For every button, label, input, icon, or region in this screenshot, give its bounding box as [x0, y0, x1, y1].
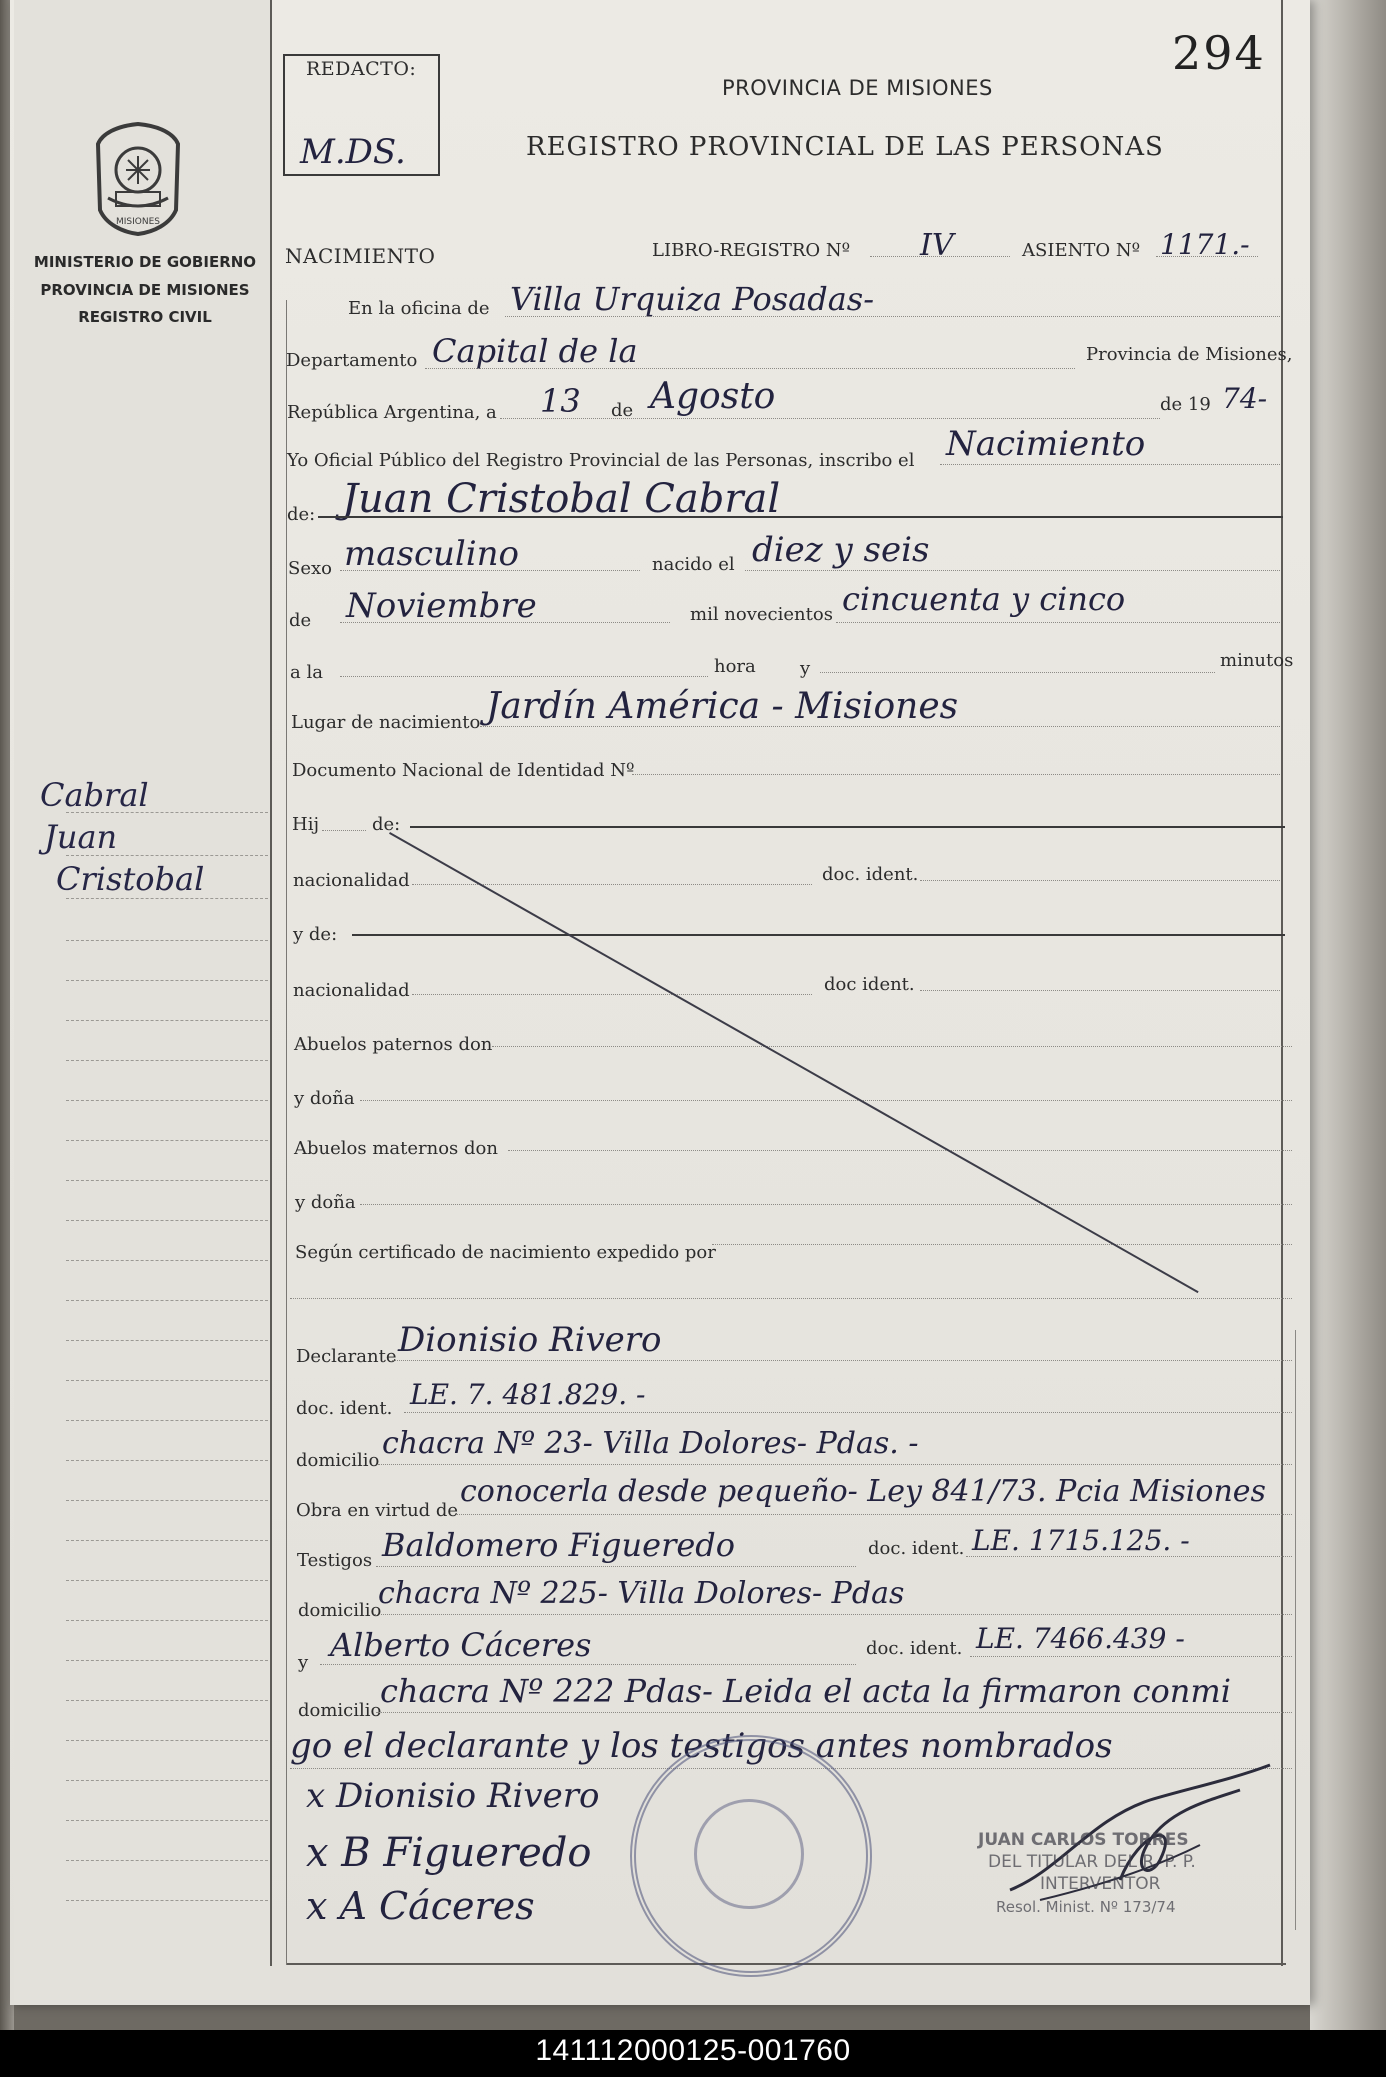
padre-line [410, 826, 1285, 828]
stub-surname: Cabral [40, 776, 149, 814]
oficina-value: Villa Urquiza Posadas- [510, 280, 874, 318]
frame-inner-left [286, 300, 287, 1965]
stub-line [66, 1300, 268, 1301]
stub-ministry: MINISTERIO DE GOBIERNO [33, 253, 257, 271]
anio-nac-line [836, 622, 1280, 623]
stub-line [66, 1340, 268, 1341]
doc-t2-line [970, 1656, 1292, 1657]
departamento-line [425, 368, 1075, 369]
stub-line [66, 1660, 268, 1661]
nacionalidad2-label: nacionalidad [293, 980, 410, 1001]
signature-testigo2: x A Cáceres [306, 1884, 535, 1928]
domicilio-label: domicilio [296, 1450, 380, 1471]
de-label: de [611, 400, 634, 421]
stub-registry: REGISTRO CIVIL [78, 308, 212, 326]
official-stamp [630, 1735, 872, 1977]
stub-line [66, 1700, 268, 1701]
y-de-label: y de: [293, 924, 338, 945]
republica-label: República Argentina, a [287, 402, 497, 423]
domicilio2-label: domicilio [298, 1600, 382, 1621]
seal-text: MISIONES [115, 217, 161, 227]
sexo-value: masculino [344, 534, 520, 574]
stub-line [66, 898, 268, 899]
nacido-line [745, 570, 1280, 571]
redacto-value: M.DS. [300, 132, 406, 172]
y-dona-label: y doña [294, 1088, 355, 1109]
y-dona-line [360, 1100, 1292, 1101]
obra-line [456, 1514, 1292, 1515]
closing-value: go el declarante y los testigos antes nombrados [290, 1726, 1113, 1766]
dni-label: Documento Nacional de Identidad Nº [292, 760, 635, 781]
stub-line [66, 1180, 268, 1181]
a-la-label: a la [290, 662, 323, 683]
stub-middle-name: Cristobal [56, 860, 205, 898]
domicilio3-line [376, 1712, 1292, 1713]
stub-first-name: Juan [44, 818, 118, 856]
testigo1-line [376, 1566, 856, 1567]
mil-label: mil novecientos [690, 604, 833, 625]
stub-column [14, 0, 270, 2005]
sexo-line [340, 570, 640, 571]
signature-declarante: x Dionisio Rivero [306, 1776, 600, 1816]
doc-ident-line [920, 880, 1280, 881]
page-number: 294 [1172, 26, 1266, 80]
minutos-label: minutos [1220, 650, 1294, 671]
record-type: NACIMIENTO [285, 244, 436, 268]
declarante-line [392, 1360, 1292, 1361]
doc-ident2-label: doc ident. [824, 974, 915, 995]
doc-t2-value: LE. 7466.439 - [976, 1622, 1185, 1655]
nombre-value: Juan Cristobal Cabral [342, 476, 781, 522]
stub-line [66, 1860, 268, 1861]
obra-value: conocerla desde pequeño- Ley 841/73. Pcia Misiones [460, 1474, 1266, 1509]
yo-label: Yo Oficial Público del Registro Provincial de las Personas, inscribo el [287, 450, 915, 471]
nacido-label: nacido el [652, 554, 735, 575]
doc-t1-value: LE. 1715.125. - [972, 1524, 1190, 1557]
stub-line [66, 1420, 268, 1421]
testigos-label: Testigos [297, 1550, 373, 1571]
doc-decl-value: LE. 7. 481.829. - [410, 1378, 646, 1411]
stub-divider [270, 0, 272, 1966]
testigo1-value: Baldomero Figueredo [382, 1526, 736, 1564]
official-role: INTERVENTOR [1040, 1874, 1161, 1894]
de2-label: de: [287, 504, 316, 525]
provincial-seal-icon [86, 120, 190, 238]
domicilio-value: chacra Nº 23- Villa Dolores- Pdas. - [382, 1426, 919, 1461]
lugar-value: Jardín América - Misiones [486, 686, 959, 727]
stub-province: PROVINCIA DE MISIONES [40, 281, 250, 299]
stub-line [66, 1380, 268, 1381]
redacto-label: REDACTO: [306, 58, 417, 80]
obra-label: Obra en virtud de [296, 1500, 459, 1521]
declarante-label: Declarante [296, 1346, 397, 1367]
testigo2-value: Alberto Cáceres [330, 1626, 592, 1664]
y-dona2-line [360, 1204, 1292, 1205]
doc-ident-label: doc. ident. [822, 864, 919, 885]
stub-line [66, 1820, 268, 1821]
stamp-center [694, 1799, 804, 1909]
hora-line [340, 676, 708, 677]
de4-label: de: [372, 814, 401, 835]
stub-line [66, 1060, 268, 1061]
yo-value: Nacimiento [946, 424, 1146, 464]
abuelos-m-line [508, 1150, 1292, 1151]
madre-line [352, 934, 1285, 936]
signature-testigo1: x B Figueredo [306, 1830, 592, 1876]
registry-title: REGISTRO PROVINCIAL DE LAS PERSONAS [526, 132, 1164, 162]
provincia-label: Provincia de Misiones, [1086, 344, 1293, 365]
hora-label: hora [714, 656, 756, 677]
y2-label: y [298, 1652, 309, 1673]
official-title: DEL TITULAR DEL R. P. P. [988, 1852, 1196, 1872]
stub-line [66, 1260, 268, 1261]
domicilio2-value: chacra Nº 225- Villa Dolores- Pdas [378, 1576, 905, 1611]
stub-line [66, 1540, 268, 1541]
mes-nac-line [340, 622, 670, 623]
frame-right [1281, 0, 1283, 1966]
anio-value: 74- [1222, 382, 1268, 415]
stub-line [66, 1780, 268, 1781]
dni-line [632, 774, 1280, 775]
page-edge [1310, 0, 1386, 2030]
domicilio-line [378, 1464, 1292, 1465]
stub-line [66, 1900, 268, 1901]
mes-nac-value: Noviembre [346, 586, 537, 626]
abuelos-p-label: Abuelos paternos don [294, 1034, 493, 1055]
domicilio3-value: chacra Nº 222 Pdas- Leida el acta la firmaron conmi [380, 1672, 1231, 1710]
stub-line [66, 1620, 268, 1621]
de3-label: de [289, 610, 312, 631]
document-id: 141112000125-001760 [535, 2034, 851, 2067]
nombre-line [318, 516, 1283, 518]
stub-line [66, 1580, 268, 1581]
asiento-value: 1171.- [1160, 228, 1250, 261]
departamento-label: Departamento [286, 350, 418, 371]
doc-decl-label: doc. ident. [296, 1398, 393, 1419]
testigo2-line [320, 1664, 856, 1665]
anio-nac-value: cincuenta y cinco [842, 580, 1126, 618]
doc-decl-line [404, 1412, 1292, 1413]
libro-label: LIBRO-REGISTRO Nº [652, 240, 851, 261]
stub-line [66, 1220, 268, 1221]
stub-line [66, 1460, 268, 1461]
dia-value: 13 [540, 382, 581, 420]
stub-line [66, 980, 268, 981]
oficina-line [505, 316, 1280, 317]
doc-ident2-line [920, 990, 1280, 991]
nacionalidad2-line [412, 994, 812, 995]
segun-label: Según certificado de nacimiento expedido por [295, 1242, 716, 1263]
stub-line [66, 1740, 268, 1741]
y-dona2-label: y doña [295, 1192, 356, 1213]
nacionalidad-label: nacionalidad [293, 870, 410, 891]
libro-value: IV [920, 228, 954, 263]
segun-line-2 [290, 1298, 1292, 1299]
departamento-value: Capital de la [432, 332, 638, 370]
lugar-line [480, 726, 1280, 727]
oficina-label: En la oficina de [348, 298, 490, 319]
mes-value: Agosto [650, 376, 776, 417]
official-resolution: Resol. Minist. Nº 173/74 [996, 1898, 1176, 1916]
asiento-line [1156, 256, 1258, 257]
stub-line [66, 1100, 268, 1101]
stub-line [66, 1140, 268, 1141]
hij-label: Hij [292, 814, 320, 835]
fecha-line [500, 418, 1160, 419]
stub-line [66, 1020, 268, 1021]
abuelos-m-label: Abuelos maternos don [294, 1138, 498, 1159]
abuelos-p-line [492, 1046, 1292, 1047]
yo-line [940, 464, 1280, 465]
asiento-label: ASIENTO Nº [1022, 240, 1141, 261]
y-label: y [800, 658, 811, 679]
sexo-label: Sexo [288, 558, 332, 579]
declarante-value: Dionisio Rivero [398, 1320, 662, 1360]
segun-line [712, 1244, 1292, 1245]
doc-t1-line [966, 1556, 1292, 1557]
nacionalidad-line [412, 884, 812, 885]
official-name: JUAN CARLOS TORRES [978, 1830, 1189, 1850]
minutos-line [820, 672, 1215, 673]
province-heading: PROVINCIA DE MISIONES [722, 76, 993, 100]
doc-t2-label: doc. ident. [866, 1638, 963, 1659]
hij-line [322, 830, 366, 831]
domicilio3-label: domicilio [298, 1700, 382, 1721]
libro-line [870, 256, 1010, 257]
doc-t1-label: doc. ident. [868, 1538, 965, 1559]
domicilio2-line [374, 1614, 1292, 1615]
anio-label: de 19 [1160, 394, 1211, 415]
stub-line [66, 1500, 268, 1501]
stub-line [66, 940, 268, 941]
lugar-label: Lugar de nacimiento [291, 712, 481, 733]
nacido-value: diez y seis [752, 530, 930, 570]
